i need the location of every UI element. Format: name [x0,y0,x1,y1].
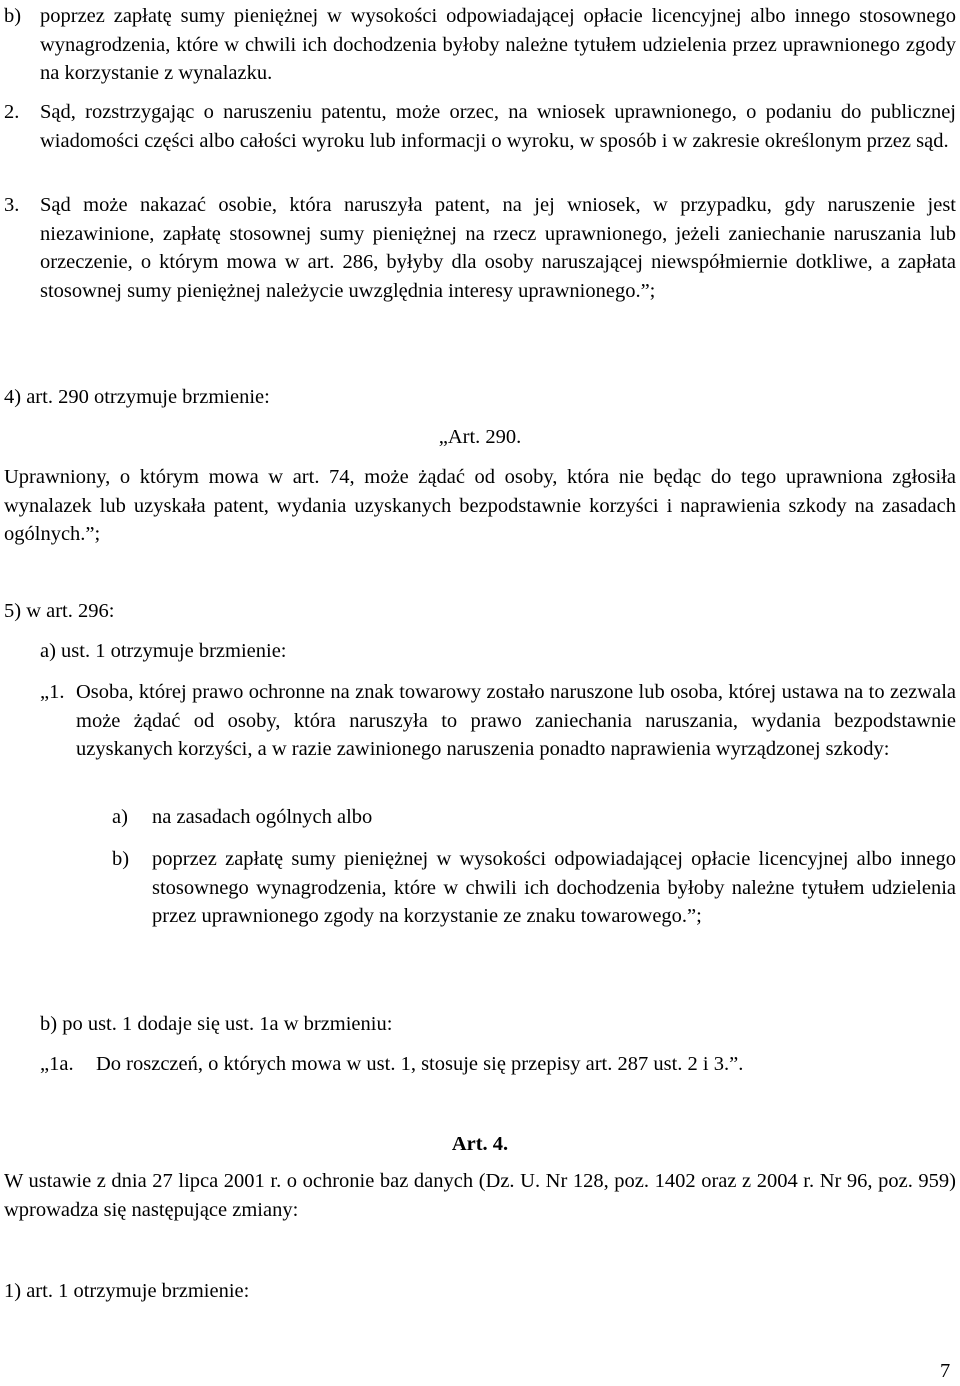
article-290-text: Uprawniony, o którym mowa w art. 74, może żądać od osoby, która nie będąc do tego uprawniona zgłosiła wynalazek lub uzyskała patent, wydania uzyskanych bezpodstawnie korzyści i naprawienia szkody na zasadach ogólnych.”; [4,466,956,545]
sub-item-a-text: na zasadach ogólnych albo [152,806,373,828]
paragraph-2-text: Sąd, rozstrzygając o naruszeniu patentu, może orzec, na wniosek uprawnionego, o podaniu do publicznej wiadomości części albo całości wyroku lub informacji o wyroku, w sposób i w zakresie określonym przez sąd. [40,101,956,152]
article-290-heading: „Art. 290. [438,426,522,448]
ust-1a-number: „1a. [40,1053,74,1075]
sub-item-b-label: b) [112,848,130,870]
paragraph-2-number: 2. [4,101,20,123]
amendment-item-5: 5) w art. 296: [4,600,115,622]
list-item-b-continued [4,2,956,88]
ust-1a [40,1050,956,1079]
ust-1-text: Osoba, której prawo ochronne na znak towarowy zostało naruszone lub osoba, której ustawa na to zezwala może żądać od osoby, która naruszyła to prawo zaniechania naruszania, wydania bezpodstawnie uzyskanych korzyści, a w razie zawinionego naruszenia ponadto naprawienia wyrządzonej szkody: [76,681,956,760]
article-4-text: W ustawie z dnia 27 lipca 2001 r. o ochronie baz danych (Dz. U. Nr 128, poz. 1402 oraz z 2004 r. Nr 96, poz. 959) wprowadza się następujące zmiany: [4,1170,956,1221]
list-text-b: poprzez zapłatę sumy pieniężnej w wysokości odpowiadającej opłacie licencyjnej albo innego stosownego wynagrodzenia, które w chwili ich dochodzenia byłoby należne tytułem udzielenia przez uprawnionego zgody na korzystanie z wynalazku. [40,5,956,84]
paragraph-2 [4,98,956,155]
sub-item-a-label: a) [112,806,128,828]
list-label-b: b) [4,5,22,27]
paragraph-3-text: Sąd może nakazać osobie, która naruszyła patent, na jej wniosek, w przypadku, gdy naruszenie jest niezawinione, zapłatę stosownej sumy pieniężnej na rzecz uprawnionego, jeżeli zaniechanie naruszania lub orzeczenie, o którym mowa w art. 286, byłyby dla osoby naruszającej niewspółmiernie dotkliwe, a zapłata stosownej sumy pieniężnej należycie uwzględnia interesy uprawnionego.”; [40,194,956,302]
amendment-item-4: 4) art. 290 otrzymuje brzmienie: [4,386,270,408]
page-number: 7 [940,1360,951,1382]
ust-1 [40,678,956,764]
paragraph-3 [4,191,956,305]
sub-item-b [112,845,956,931]
ust-1a-text: Do roszczeń, o których mowa w ust. 1, stosuje się przepisy art. 287 ust. 2 i 3.”. [96,1053,744,1075]
amendment-item-5a: a) ust. 1 otrzymuje brzmienie: [40,640,287,662]
sub-item-a [112,803,956,832]
amendment-item-1: 1) art. 1 otrzymuje brzmienie: [4,1280,250,1302]
paragraph-3-number: 3. [4,194,20,216]
sub-item-b-text: poprzez zapłatę sumy pieniężnej w wysokości odpowiadającej opłacie licencyjnej albo innego stosownego wynagrodzenia, które w chwili ich dochodzenia byłoby należne tytułem udzielenia przez uprawnionego zgody na korzystanie ze znaku towarowego.”; [152,848,956,927]
ust-1-number: „1. [40,681,65,703]
amendment-item-5b: b) po ust. 1 dodaje się ust. 1a w brzmieniu: [40,1013,393,1035]
article-4-heading: Art. 4. [451,1133,509,1155]
